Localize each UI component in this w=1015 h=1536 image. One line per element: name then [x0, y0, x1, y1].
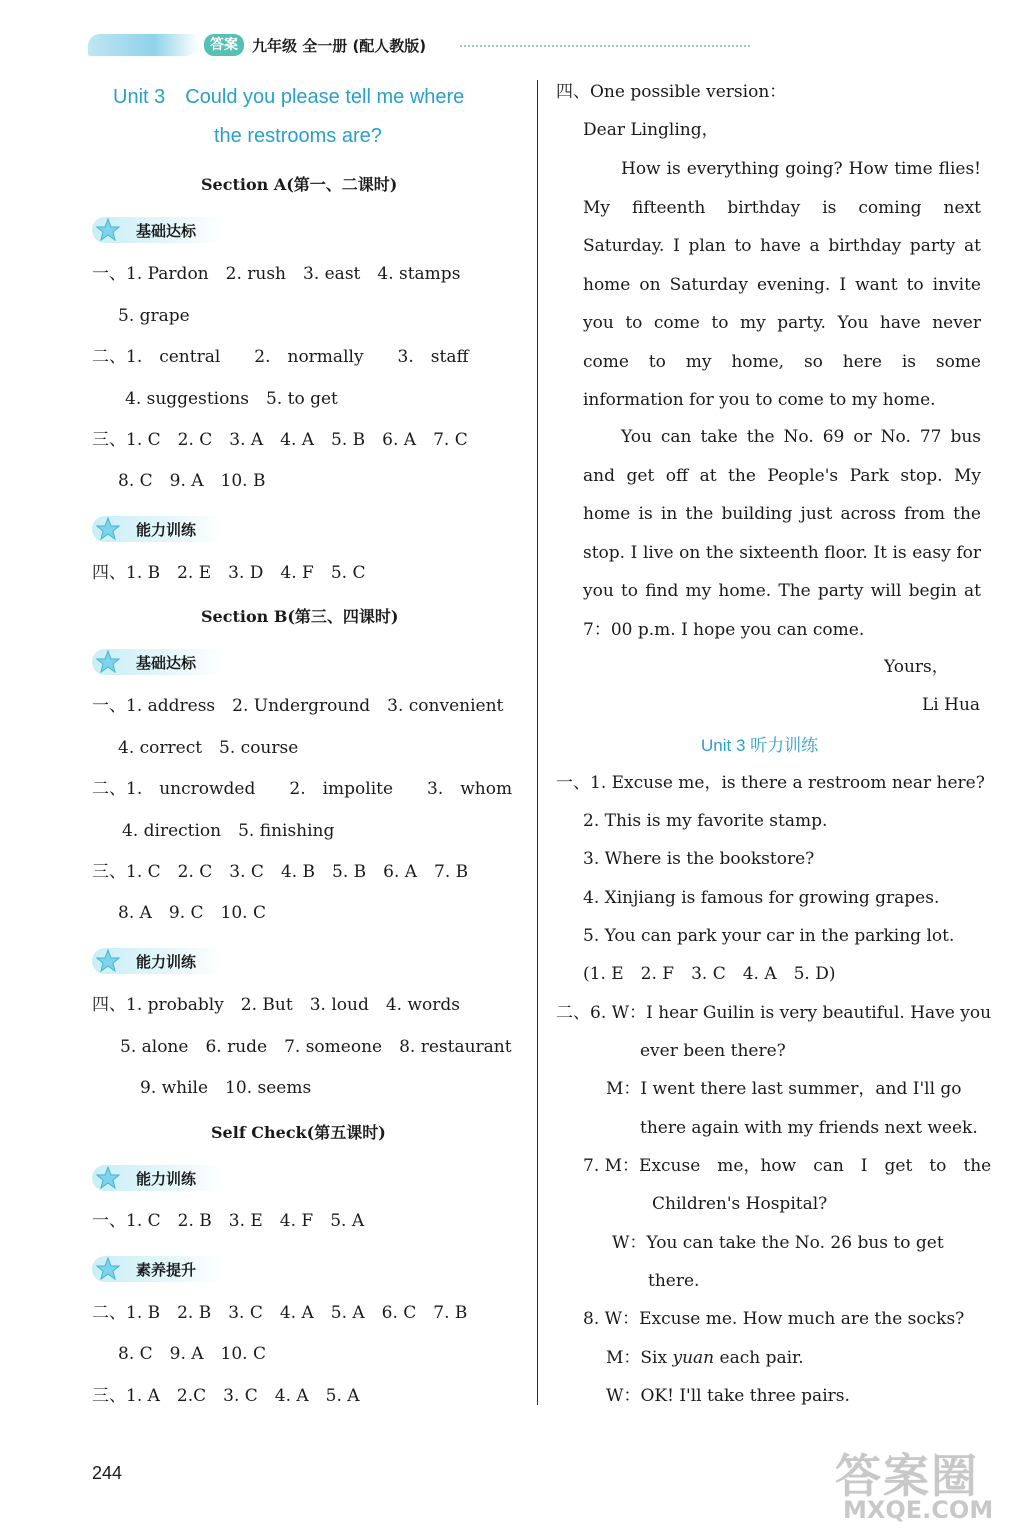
- star-icon: [96, 1166, 120, 1190]
- star-icon: [96, 218, 120, 242]
- script-line: there again with my friends next week.: [640, 1118, 978, 1138]
- script-line: 一、1. Excuse me，is there a restroom near here?: [556, 773, 985, 793]
- tag-ability: [92, 948, 222, 974]
- letter-greeting: Dear Lingling，: [583, 120, 719, 140]
- header-dotted-rule: [460, 45, 750, 47]
- tag-label: 素养提升: [136, 1261, 197, 1279]
- page-header: [88, 30, 688, 62]
- unit-title-line1: Unit 3 Could you please tell me where: [113, 86, 465, 108]
- letter-signature: Li Hua: [922, 695, 981, 715]
- section-a-title: Section A(第一、二课时): [201, 175, 398, 194]
- page-number: 244: [92, 1463, 123, 1483]
- script-line: 4. Xinjiang is famous for growing grapes.: [583, 888, 940, 908]
- letter-paragraph-text: You can take the No. 69 or No. 77 bus and get off at the People's Park stop. My home is in the building just across from the stop. I live on the sixteenth floor. It is easy for you to find my home. The party will begin at 7：00 p.m. I hope you can come.: [583, 427, 981, 640]
- script-line: W：OK! I'll take three pairs.: [606, 1386, 850, 1406]
- watermark: [835, 1440, 1010, 1530]
- script-line: 8. W：Excuse me. How much are the socks?: [583, 1309, 965, 1329]
- script-line: [606, 1347, 804, 1369]
- answer-line: 4. suggestions 5. to get: [125, 389, 338, 409]
- star-icon: [96, 949, 120, 973]
- answer-line: 三、1. C 2. C 3. C 4. B 5. B 6. A 7. B: [92, 862, 469, 882]
- answer-line: 5. alone 6. rude 7. someone 8. restaurant: [120, 1037, 512, 1057]
- script-line: W：You can take the No. 26 bus to get: [612, 1233, 944, 1253]
- self-check-title: Self Check(第五课时): [211, 1123, 386, 1142]
- header-title: 九年级 全一册 (配人教版): [252, 37, 427, 55]
- script-answers: (1. E 2. F 3. C 4. A 5. D): [583, 964, 836, 984]
- answer-line: 9. while 10. seems: [140, 1078, 312, 1098]
- answer-line: 二、1. B 2. B 3. C 4. A 5. A 6. C 7. B: [92, 1303, 468, 1323]
- star-icon: [96, 517, 120, 541]
- tag-literacy: [92, 1256, 222, 1282]
- script-line: M：I went there last summer，and I'll go: [606, 1079, 962, 1099]
- tag-ability: [92, 1165, 222, 1191]
- column-divider: [537, 80, 538, 1405]
- script-text: each pair.: [714, 1348, 804, 1368]
- header-decoration: [88, 34, 198, 56]
- answer-line: 一、1. C 2. B 3. E 4. F 5. A: [92, 1211, 365, 1231]
- answer-line: 二、1. uncrowded 2. impolite 3. whom: [92, 779, 513, 799]
- answer-line: 4. correct 5. course: [118, 738, 299, 758]
- tag-label: 基础达标: [136, 222, 197, 240]
- answer-line: 5. grape: [118, 306, 190, 326]
- letter-paragraph-2: [583, 418, 981, 649]
- script-line: 2. This is my favorite stamp.: [583, 811, 828, 831]
- tag-label: 基础达标: [136, 654, 197, 672]
- answer-line: 三、1. A 2.C 3. C 4. A 5. A: [92, 1386, 360, 1406]
- star-icon: [96, 1257, 120, 1281]
- letter-paragraph-1: [583, 150, 981, 420]
- answer-line: 四、1. probably 2. But 3. loud 4. words: [92, 995, 460, 1015]
- tag-basic: [92, 217, 222, 243]
- answer-line: 一、1. Pardon 2. rush 3. east 4. stamps: [92, 264, 461, 284]
- script-line: there.: [648, 1271, 700, 1291]
- script-text: M：Six: [606, 1348, 673, 1368]
- answer-line: 一、1. address 2. Underground 3. convenient: [92, 696, 504, 716]
- watermark-logo: 答案圈: [835, 1449, 979, 1503]
- answer-line: 8. C 9. A 10. B: [118, 471, 266, 491]
- star-icon: [96, 650, 120, 674]
- answer-line: 四、1. B 2. E 3. D 4. F 5. C: [92, 563, 366, 583]
- script-line: 3. Where is the bookstore?: [583, 849, 815, 869]
- tag-basic: [92, 649, 222, 675]
- tag-label: 能力训练: [136, 521, 197, 539]
- section-b-title: Section B(第三、四课时): [201, 607, 399, 626]
- letter-closing: Yours，: [884, 657, 949, 677]
- script-line: 二、6. W：I hear Guilin is very beautiful. Have you: [556, 1003, 992, 1023]
- answer-line: 8. C 9. A 10. C: [118, 1344, 266, 1364]
- listening-title: Unit 3 听力训练: [701, 736, 819, 755]
- answer-line: 4. direction 5. finishing: [122, 821, 335, 841]
- script-line: 7. M：Excuse me，how can I get to the: [583, 1156, 992, 1176]
- script-line: ever been there?: [640, 1041, 786, 1061]
- writing-heading: 四、One possible version：: [556, 82, 787, 102]
- tag-label: 能力训练: [136, 953, 197, 971]
- answer-line: 三、1. C 2. C 3. A 4. A 5. B 6. A 7. C: [92, 430, 468, 450]
- tag-ability: [92, 516, 222, 542]
- script-italic: yuan: [672, 1348, 715, 1368]
- letter-paragraph-text: How is everything going? How time flies! My fifteenth birthday is coming next Saturday. I plan to have a birthday party at home on Saturday evening. I want to invite you to come to my party. You have never come to my home, so here is some information for you to come to my home.: [583, 159, 981, 410]
- watermark-url: MXQE.COM: [843, 1496, 994, 1524]
- answer-line: 8. A 9. C 10. C: [118, 903, 266, 923]
- tag-label: 能力训练: [136, 1170, 197, 1188]
- unit-title-line2: the restrooms are?: [214, 125, 382, 147]
- script-line: 5. You can park your car in the parking lot.: [583, 926, 955, 946]
- script-line: Children's Hospital?: [652, 1194, 828, 1214]
- header-badge: 答案: [204, 34, 244, 56]
- answer-line: 二、1. central 2. normally 3. staff: [92, 347, 469, 367]
